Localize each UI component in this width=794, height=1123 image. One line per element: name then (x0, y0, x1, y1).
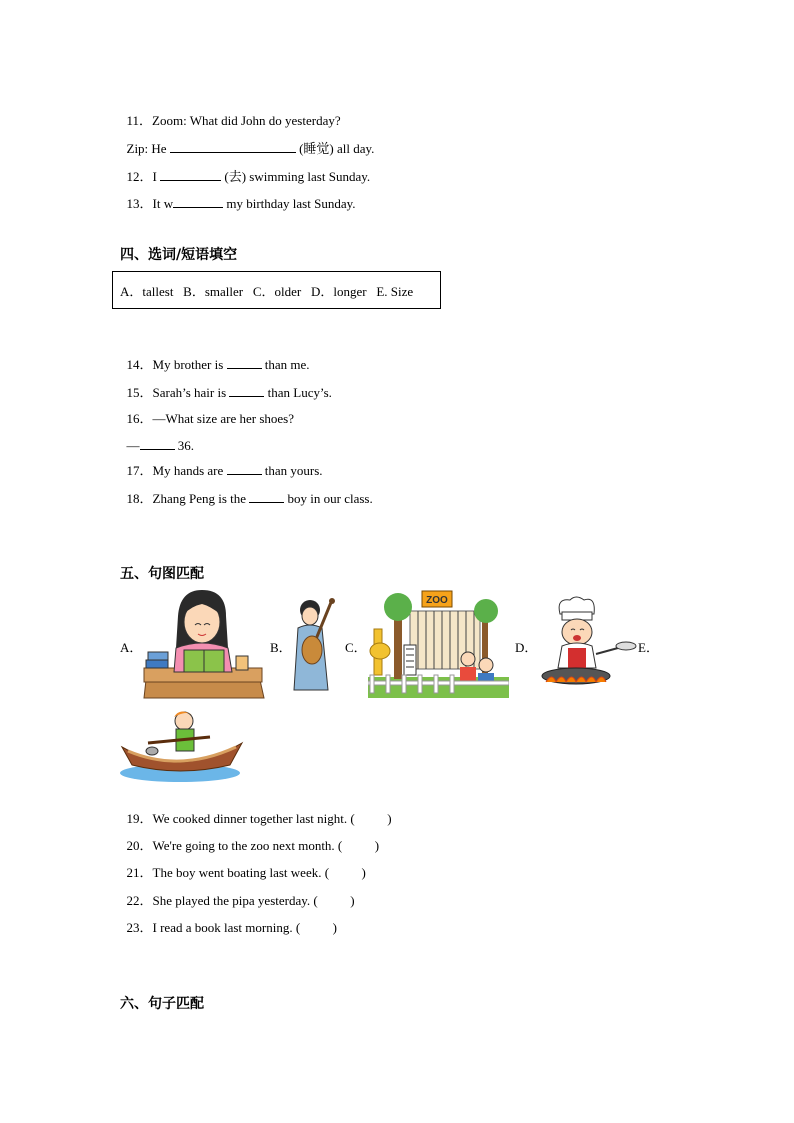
question-number: 21． (126, 865, 153, 880)
speaker-label: Zip: (126, 141, 149, 156)
section-6-heading: 六、句子匹配 (120, 996, 204, 1012)
question-text: He (148, 141, 170, 156)
question-text: than me. (261, 357, 310, 372)
picture-label-e: E． (638, 640, 659, 655)
question-text: My hands are (152, 463, 227, 478)
question-number: 23． (126, 920, 153, 935)
picture-label-b: B． (270, 640, 292, 655)
question-number: 13． (126, 196, 153, 211)
question-number: 16． (126, 411, 153, 426)
question-text[interactable]: The boy went boating last week. ( ) (152, 865, 366, 880)
boy-boating-picture (118, 707, 244, 783)
question-text: —What size are her shoes? (152, 411, 295, 426)
question-text[interactable]: I read a book last morning. ( ) (152, 920, 337, 935)
question-number: 20． (126, 838, 153, 853)
question-text: My brother is (152, 357, 227, 372)
question-text: It w (152, 196, 174, 211)
question-text: (去) swimming last Sunday. (221, 169, 371, 184)
picture-label-d: D． (515, 640, 538, 655)
question-text: (睡觉) all day. (295, 141, 375, 156)
zoo-picture (368, 589, 509, 698)
question-number: 15． (126, 385, 153, 400)
answer-blank[interactable] (249, 490, 284, 503)
question-text[interactable]: She played the pipa yesterday. ( ) (152, 893, 355, 908)
chef-cooking-picture (538, 596, 638, 692)
dash: — (126, 438, 140, 453)
question-text: my birthday last Sunday. (223, 196, 356, 211)
question-text[interactable]: We cooked dinner together last night. ( ) (152, 811, 392, 826)
section-5-heading: 五、句图匹配 (120, 566, 204, 582)
question-text: than Lucy’s. (264, 385, 332, 400)
question-18 (120, 474, 373, 507)
zoo-sign-text: ZOO (426, 595, 448, 606)
question-text: than yours. (261, 463, 323, 478)
question-text: Zoom: What did John do yesterday? (152, 113, 341, 128)
question-number: 18． (126, 491, 153, 506)
question-number: 14． (126, 357, 153, 372)
question-number: 22． (126, 893, 153, 908)
word-bank-options: A．tallest B．smaller C．older D．longer E. Size (120, 284, 414, 299)
girl-reading-picture (140, 588, 266, 700)
pipa-player-picture (288, 596, 340, 694)
question-number: 12． (126, 169, 153, 184)
answer-blank[interactable] (173, 195, 223, 208)
question-number: 19． (126, 811, 153, 826)
question-number: 11． (126, 113, 153, 128)
question-text[interactable]: We're going to the zoo next month. ( ) (152, 838, 380, 853)
question-text: boy in our class. (284, 491, 373, 506)
question-text: 36. (174, 438, 194, 453)
word-bank-box (112, 271, 441, 309)
picture-label-c: C． (345, 640, 367, 655)
question-text: Zhang Peng is the (152, 491, 250, 506)
question-number: 17． (126, 463, 153, 478)
question-text: Sarah’s hair is (152, 385, 230, 400)
question-text: I (152, 169, 161, 184)
question-23 (120, 904, 337, 936)
question-13 (120, 179, 356, 212)
section-4-heading: 四、选词/短语填空 (120, 247, 238, 263)
picture-label-a: A． (120, 640, 143, 655)
